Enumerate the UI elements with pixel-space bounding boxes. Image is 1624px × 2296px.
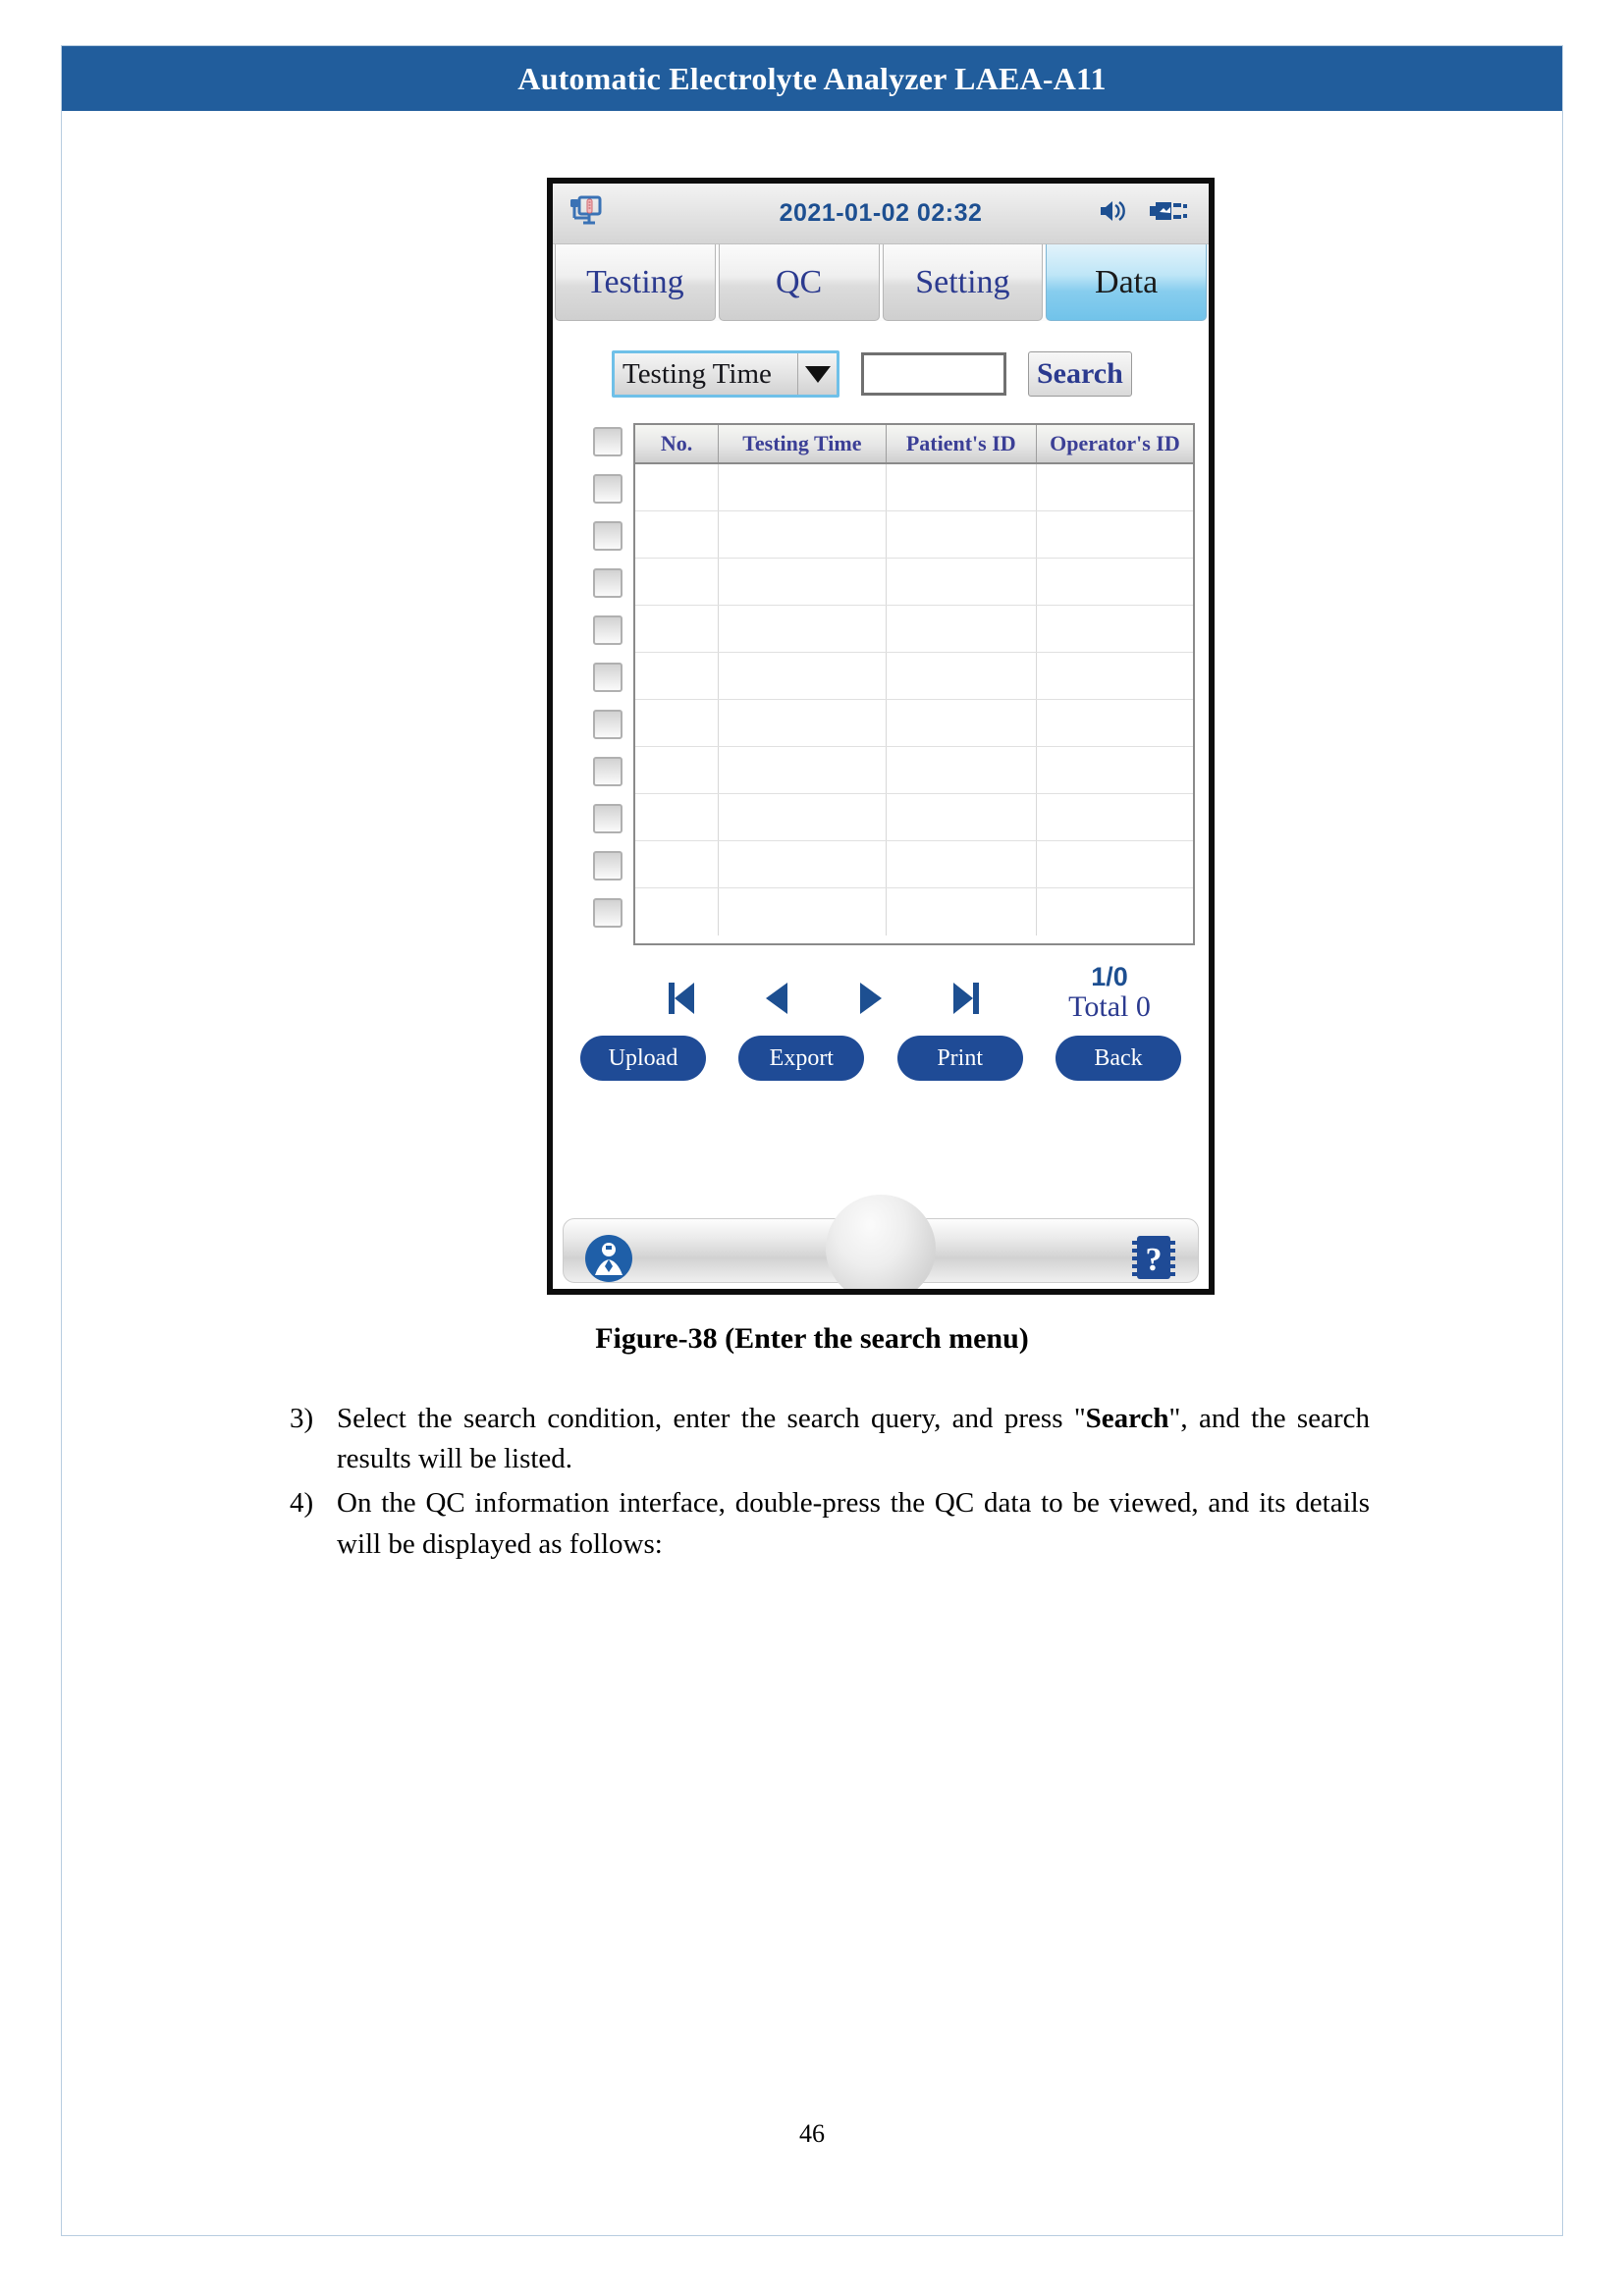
home-button[interactable]	[826, 1195, 936, 1295]
print-button[interactable]	[897, 1036, 1023, 1081]
pagination-bar	[567, 962, 1195, 1030]
figure-caption: Figure-38 (Enter the search menu)	[595, 1322, 1029, 1355]
column-header-no: No.	[635, 425, 719, 462]
list-item	[290, 1483, 1370, 1564]
table-row[interactable]	[635, 747, 1193, 794]
results-table-area	[567, 423, 1195, 945]
table-row[interactable]	[635, 888, 1193, 935]
instruction-text-before: Select the search condition, enter the search query, and press "	[337, 1403, 1086, 1434]
svg-text:?: ?	[1145, 1242, 1163, 1278]
instruction-text-after: ", and the search results will be listed.	[337, 1403, 1370, 1475]
row-select-column	[582, 423, 633, 945]
total-records-label: Total 0	[1068, 990, 1151, 1024]
table-row[interactable]	[635, 511, 1193, 559]
analyzer-device-screenshot	[547, 178, 1215, 1295]
column-header-operators-id: Operator's ID	[1050, 431, 1180, 455]
row-checkbox[interactable]	[593, 521, 623, 551]
action-button-bar	[567, 1036, 1195, 1081]
back-button[interactable]	[1056, 1036, 1181, 1081]
list-marker: 4)	[290, 1487, 314, 1520]
tab-qc[interactable]	[719, 244, 880, 321]
next-page-icon	[860, 983, 882, 1014]
instruction-bold-term: Search	[1085, 1403, 1169, 1434]
device-status-bar	[553, 184, 1209, 244]
select-all-checkbox[interactable]	[593, 427, 623, 456]
power-plug-icon	[1150, 199, 1187, 228]
column-header-testing-time: Testing Time	[719, 425, 886, 462]
tab-data-label: Data	[1095, 263, 1159, 300]
print-button-label: Print	[937, 1044, 983, 1071]
operator-user-icon[interactable]	[584, 1234, 633, 1288]
row-checkbox[interactable]	[593, 663, 623, 692]
document-header	[62, 46, 1562, 111]
table-row[interactable]	[635, 606, 1193, 653]
export-button[interactable]	[738, 1036, 864, 1081]
list-item-text	[337, 1483, 1370, 1564]
list-item-text	[337, 1399, 1370, 1479]
table-row[interactable]	[635, 559, 1193, 606]
row-checkbox[interactable]	[593, 851, 623, 881]
tab-setting-label: Setting	[915, 263, 1010, 300]
document-page	[61, 45, 1563, 2236]
speaker-icon	[1099, 198, 1128, 229]
page-number: 46	[799, 2119, 825, 2148]
table-header-row	[635, 425, 1193, 464]
table-row[interactable]	[635, 794, 1193, 841]
table-row[interactable]	[635, 700, 1193, 747]
row-checkbox[interactable]	[593, 568, 623, 598]
device-screen-body	[553, 321, 1209, 1183]
instruction-text-before: On the QC information interface, double-press the QC data to be viewed, and its details will be displayed as follows:	[337, 1487, 1370, 1560]
tab-testing-label: Testing	[586, 263, 684, 300]
tab-testing[interactable]	[555, 244, 716, 321]
results-table	[633, 423, 1195, 945]
search-condition-value: Testing Time	[623, 357, 772, 390]
table-row[interactable]	[635, 841, 1193, 888]
help-manual-icon[interactable]	[1128, 1232, 1179, 1288]
tab-setting[interactable]	[883, 244, 1044, 321]
list-item	[290, 1399, 1370, 1479]
row-checkbox[interactable]	[593, 474, 623, 504]
search-condition-select[interactable]	[612, 350, 839, 398]
row-checkbox[interactable]	[593, 804, 623, 833]
search-row	[567, 321, 1195, 398]
table-row[interactable]	[635, 653, 1193, 700]
upload-button-label: Upload	[608, 1044, 678, 1071]
chevron-down-icon[interactable]	[797, 353, 837, 395]
status-indicators	[1099, 198, 1187, 229]
upload-button[interactable]	[580, 1036, 706, 1081]
last-page-button[interactable]	[918, 983, 1012, 1014]
previous-page-icon	[766, 983, 787, 1014]
back-button-label: Back	[1094, 1044, 1143, 1071]
search-button-label: Search	[1037, 357, 1123, 390]
table-row[interactable]	[635, 464, 1193, 511]
page-counter	[1046, 963, 1173, 1023]
row-checkbox[interactable]	[593, 710, 623, 739]
next-page-button[interactable]	[824, 983, 918, 1014]
previous-page-button[interactable]	[730, 983, 824, 1014]
status-datetime: 2021-01-02 02:32	[779, 199, 983, 227]
export-button-label: Export	[769, 1044, 834, 1071]
document-title: Automatic Electrolyte Analyzer LAEA-A11	[517, 60, 1107, 96]
row-checkbox[interactable]	[593, 615, 623, 645]
device-tab-bar	[553, 244, 1209, 321]
tab-qc-label: QC	[776, 263, 823, 300]
instruction-list	[290, 1399, 1370, 1569]
list-marker: 3)	[290, 1403, 314, 1434]
search-button[interactable]	[1028, 351, 1132, 397]
first-page-icon	[669, 983, 696, 1014]
row-checkbox[interactable]	[593, 757, 623, 786]
row-checkbox[interactable]	[593, 898, 623, 928]
last-page-icon	[951, 983, 979, 1014]
device-bottom-bezel	[553, 1183, 1209, 1293]
page-index-label: 1/0	[1091, 962, 1128, 991]
column-header-patients-id: Patient's ID	[887, 425, 1037, 462]
search-input[interactable]	[861, 352, 1006, 396]
tab-data[interactable]	[1046, 244, 1207, 321]
first-page-button[interactable]	[635, 983, 730, 1014]
